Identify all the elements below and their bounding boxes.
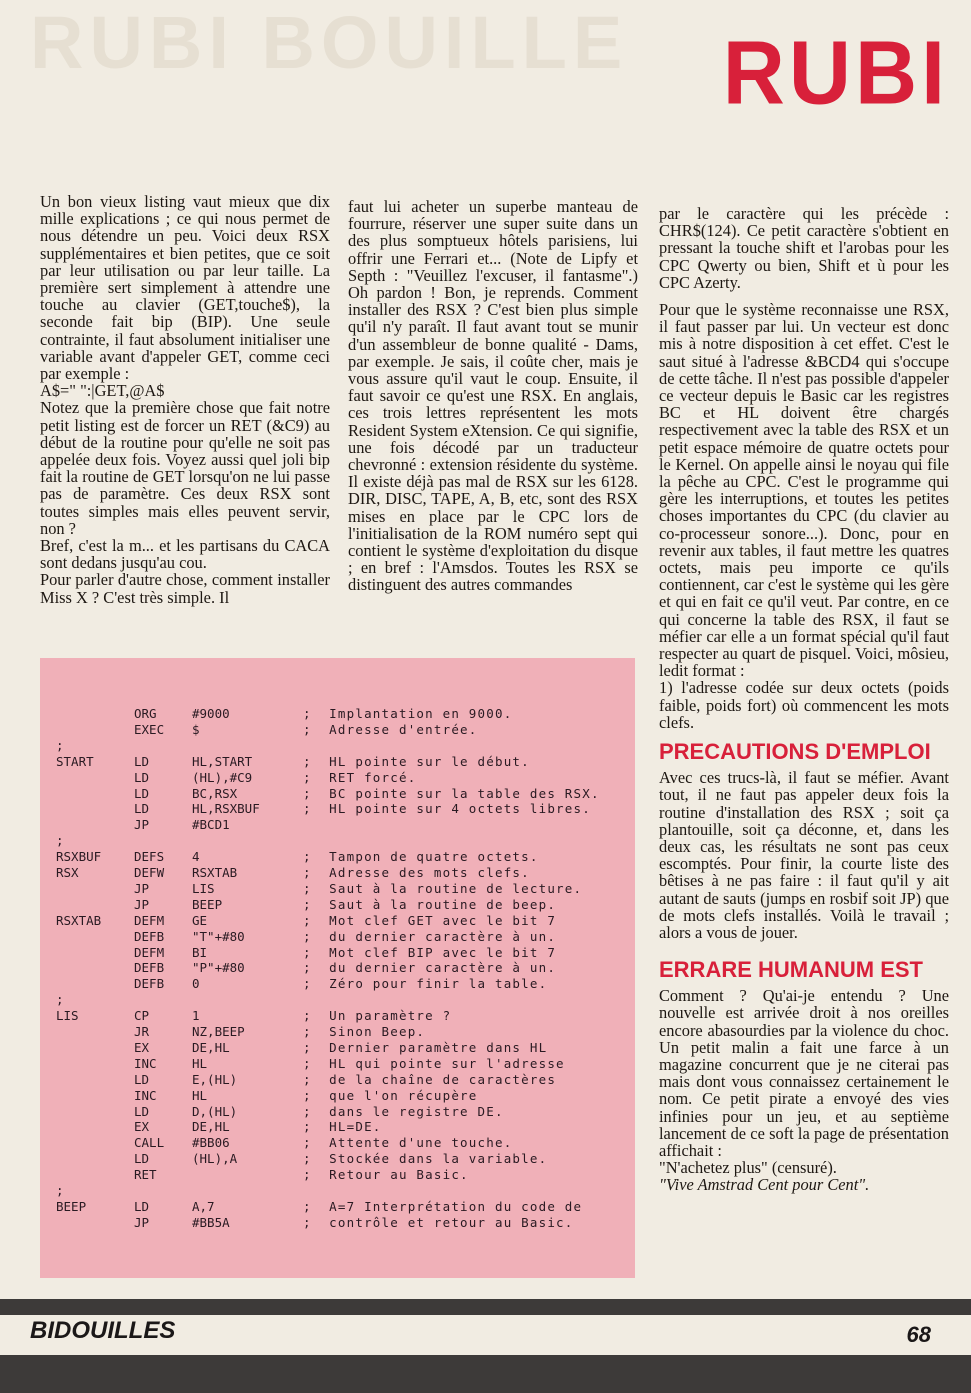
listing-opcode: JP [134,896,150,912]
listing-label: START [56,753,94,769]
listing-opcode: DEFM [134,944,165,960]
listing-label: RSXBUF [56,849,102,865]
listing-opcode: INC [134,1087,157,1103]
listing-opcode: CALL [134,1135,165,1151]
background-title-watermark: RUBI BOUILLE [30,1,629,84]
listing-label: RSXTAB [56,912,102,928]
listing-comment: ; Dernier paramètre dans HL [303,1039,548,1055]
listing-line [40,929,635,945]
listing-line [40,976,635,992]
listing-opcode: INC [134,1055,157,1071]
listing-line [40,992,635,1008]
paragraph: Un bon vieux listing vaut mieux que dix mille explications ; ce qui nous permet de nous détendre un peu. Voici deux RSX supplémentaires et bien petites, que ce soit par leur utilisation ou par leur taille. La première sert simplement à attendre une touche au clavier (GET,touche$), la seconde fait bip (BIP). Une seule contrainte, il faut absolument initialiser une variable avant d'appeler GET, comme ceci par exemple : [40,192,335,384]
listing-opcode: LD [134,785,150,801]
quote-line: "Vive Amstrad Cent pour Cent". [659,1175,870,1195]
code-example: A$=" ":|GET,@A$ [40,381,165,401]
listing-line [40,1008,635,1024]
listing-line [40,1199,635,1215]
listing-operand: RSXTAB [192,865,238,880]
listing-comment: ; Mot clef BIP avec le bit 7 [303,944,557,960]
listing-operand: DE,HL [192,1039,230,1055]
listing-comment: ; HL=DE. [303,1119,382,1135]
paragraph: Comment ? Qu'ai-je entendu ? Une nouvelle est arrivée droit à nos oreilles encore abasourdies par la violence du choc. Un petit malin a fait une farce à un magazine concurrent que je ne citerai pas mais dont vous connaissez certainement le nom. Ce petit pirate a envoyé des vies infinies pour un jeu, et au septième lancement de ce soft la page de présentation affichait : [659,986,954,1160]
paragraph: par le caractère qui les précède : CHR$(124). Ce petit caractère s'obtient en pressant la touche shift et l'arobas pour les CPC Qwerty ou bien, Shift et ù pour les CPC Azerty. [659,204,954,292]
listing-line [40,706,635,722]
listing-label: BEEP [56,1198,87,1214]
listing-comment: ; RET forcé. [303,769,417,785]
listing-comment: ; Un paramètre ? [303,1008,452,1024]
listing-line [40,1056,635,1072]
listing-operand: $ [192,721,200,737]
listing-operand: "T"+#80 [192,928,245,944]
listing-operand: HL [192,1087,208,1103]
paragraph: Pour parler d'autre chose, comment installer Miss X ? C'est très simple. Il [40,570,335,607]
listing-comment: ; Retour au Basic. [303,1167,469,1183]
listing-operand: (HL),A [192,1151,238,1167]
listing-operand: 0 [192,976,200,992]
listing-operand: NZ,BEEP [192,1024,245,1039]
section-heading-precautions: PRECAUTIONS D'EMPLOI [659,739,931,765]
listing-line [40,897,635,913]
listing-label: LIS [56,1008,79,1024]
listing-opcode: DEFB [134,976,165,992]
listing-opcode: LD [134,769,150,785]
section-title: RUBI [722,22,949,124]
listing-opcode: DEFB [134,928,165,944]
listing-opcode: ORG [134,706,157,721]
listing-line [40,1024,635,1040]
listing-line [40,770,635,786]
listing-label: ; [56,737,64,753]
listing-line [40,1104,635,1120]
listing-line [40,849,635,865]
listing-opcode: LD [134,1198,150,1214]
listing-comment: ; dans le registre DE. [303,1103,504,1119]
listing-comment: ; Tampon de quatre octets. [303,849,539,865]
listing-operand: #BB06 [192,1135,230,1151]
listing-opcode: LD [134,801,150,817]
listing-label: ; [56,833,64,849]
listing-line [40,1072,635,1088]
listing-opcode: JP [134,817,150,833]
listing-comment: ; Saut à la routine de beep. [303,896,557,912]
paragraph: Avec ces trucs-là, il faut se méfier. Avant tout, il ne faut pas appeler deux fois la routine d'installation des RSX ; soit ça plantouille, soit ça déconne, et, dans les deux cas, les résultats ne sont pas ceux escomptés. Pour finir, la courte liste des bêtises à ne pas faire : il faut qu'il y ait autant de sauts (jumps en rosbif soit JP) que de mots clefs installés. Voilà le travail ; alors a vous de jouer. [659,768,954,942]
article-column-1 [40,192,335,607]
listing-comment: ; Implantation en 9000. [303,706,513,721]
listing-comment: ; HL pointe sur le début. [303,753,530,769]
listing-opcode: RET [134,1167,157,1183]
listing-operand: (HL),#C9 [192,769,253,785]
listing-opcode: LD [134,1103,150,1119]
listing-operand: "P"+#80 [192,960,245,976]
listing-opcode: JR [134,1024,150,1039]
paragraph: Pour que le système reconnaisse une RSX, il faut passer par lui. Un vecteur est donc mis à notre disposition à cet effet. C'est le saut situé à l'adresse &BCD4 qui s'occupe de cette tâche. Il n'est pas possible d'appeler ce vecteur depuis le Basic car les registres BC et HL doivent être chargés respectivement avec la table des RSX et un petit espace mémoire de quatre octets pour le Kernel. On appelle ainsi le noyau qui file la pêche au CPC. C'est le programme qui gère les interruptions, et toutes les petites choses importantes du CPC (du clavier au co-processeur sonore...). Donc, pour en revenir aux tables, il faut mettre les quatres octets, mais peu importe ce qu'ils contiennent, car c'est le système qui les gère et qui en fait ce qu'il veut. Par contre, en ce qui concerne la table des RSX, il faut se méfier car elle a un format spécial qu'il faut respecter au quart de pisquel. Voici, môsieu, ledit format : [659,300,954,681]
page-number: 68 [906,1322,931,1347]
listing-comment: ; de la chaîne de caractères [303,1071,557,1087]
listing-comment: ; que l'on récupère [303,1087,478,1103]
listing-opcode: EX [134,1119,150,1135]
listing-label: ; [56,992,64,1008]
listing-line [40,722,635,738]
listing-line [40,913,635,929]
section-heading-errare: ERRARE HUMANUM EST [659,957,923,983]
listing-opcode: EXEC [134,721,165,737]
listing-opcode: CP [134,1008,150,1024]
listing-comment: ; HL qui pointe sur l'adresse [303,1055,565,1071]
listing-comment: ; Sinon Beep. [303,1024,426,1039]
listing-operand: A,7 [192,1198,215,1214]
listing-line [40,1183,635,1199]
listing-operand: HL,START [192,753,253,769]
paragraph: Notez que la première chose que fait notre petit listing est de forcer un RET (&C9) au début de la routine pour qu'elle ne soit pas appelée deux fois. Voyez aussi quel joli bip fait la routine de GET lorsqu'on ne lui passe pas de paramètre. Ces deux RSX sont toutes simples mais elles peuvent servir, non ? [40,398,335,538]
listing-operand: D,(HL) [192,1103,238,1119]
listing-opcode: DEFM [134,912,165,928]
listing-line [40,881,635,897]
listing-comment: ; BC pointe sur la table des RSX. [303,785,600,801]
footer-band-top [0,1299,971,1315]
listing-comment: ; Zéro pour finir la table. [303,976,548,992]
listing-operand: E,(HL) [192,1071,238,1087]
listing-line [40,1167,635,1183]
listing-line [40,1119,635,1135]
listing-line [40,801,635,817]
listing-comment: ; Adresse des mots clefs. [303,865,530,880]
listing-opcode: DEFW [134,865,165,880]
listing-operand: 4 [192,849,200,865]
listing-line [40,786,635,802]
listing-comment: ; A=7 Interprétation du code de [303,1198,583,1214]
listing-line [40,817,635,833]
listing-line [40,960,635,976]
listing-opcode: JP [134,1214,150,1230]
listing-operand: 1 [192,1008,200,1024]
listing-line [40,1215,635,1231]
listing-comment: ; Saut à la routine de lecture. [303,880,583,896]
paragraph: 1) l'adresse codée sur deux octets (poids faible, poids fort) où commencent les mots clefs. [659,678,954,732]
listing-comment: ; Mot clef GET avec le bit 7 [303,912,557,928]
listing-operand: DE,HL [192,1119,230,1135]
listing-operand: #9000 [192,706,230,721]
listing-opcode: DEFS [134,849,165,865]
listing-line [40,1135,635,1151]
listing-line [40,1040,635,1056]
listing-comment: ; du dernier caractère à un. [303,928,557,944]
listing-opcode: EX [134,1039,150,1055]
footer-section-name: BIDOUILLES [30,1317,176,1344]
listing-opcode: JP [134,880,150,896]
listing-operand: HL,RSXBUF [192,801,260,817]
article-column-3 [659,204,954,1195]
listing-line [40,1088,635,1104]
listing-operand: BEEP [192,896,223,912]
listing-line [40,738,635,754]
listing-operand: BI [192,944,208,960]
listing-label: ; [56,1183,64,1198]
listing-opcode: LD [134,1071,150,1087]
listing-comment: ; Stockée dans la variable. [303,1151,548,1167]
article-column-2 [348,197,643,650]
paragraph: faut lui acheter un superbe manteau de fourrure, réserver une super suite dans un des plus somptueux hôtels parisiens, lui offrir une Ferrari et... (Note de Lipfy et Septh : "Veuillez l'excuser, il fantasme".) Oh pardon ! Bon, je reprends. Comment installer des RSX ? C'est bien plus simple qu'il n'y paraît. Il faut avant tout se munir d'un assembleur de bonne qualité - Dams, par exemple. Je sais, il coûte cher, mais je vous assure qu'il vaut le coup. Ensuite, il faut savoir ce qu'est une RSX. En anglais, ces trois lettres représentent les mots Resident System eXtension. Ce qui signifie, une fois décodé par un traducteur chevronné : extension résidente du système. Il existe déjà pas mal de RSX sur les 6128. DIR, DISC, TAPE, A, B, etc, sont des RSX mises en place par le CPC lors de l'initialisation de la ROM numéro sept qui contient le système d'exploitation du disque ; en bref : l'Amsdos. Toutes les RSX se distinguent des autres commandes [348,197,643,595]
listing-label: RSX [56,865,79,880]
listing-comment: ; contrôle et retour au Basic. [303,1214,574,1230]
listing-opcode: LD [134,1151,150,1167]
listing-operand: #BCD1 [192,817,230,833]
quote-line: "N'achetez plus" (censuré). [659,1158,837,1178]
paragraph: Bref, c'est la m... et les partisans du CACA sont dedans jusqu'au cou. [40,536,335,573]
listing-comment: ; HL pointe sur 4 octets libres. [303,801,591,817]
listing-operand: HL [192,1055,208,1071]
assembly-listing [40,658,635,1278]
listing-line [40,754,635,770]
listing-comment: ; du dernier caractère à un. [303,960,557,976]
listing-operand: GE [192,912,208,928]
listing-line [40,1151,635,1167]
listing-operand: LIS [192,880,215,896]
footer-band-bottom [0,1355,971,1393]
listing-opcode: DEFB [134,960,165,976]
listing-comment: ; Adresse d'entrée. [303,721,478,737]
listing-line [40,865,635,881]
listing-opcode: LD [134,753,150,769]
listing-line [40,833,635,849]
listing-line [40,945,635,961]
listing-operand: BC,RSX [192,785,238,801]
listing-comment: ; Attente d'une touche. [303,1135,513,1151]
listing-operand: #BB5A [192,1214,230,1230]
